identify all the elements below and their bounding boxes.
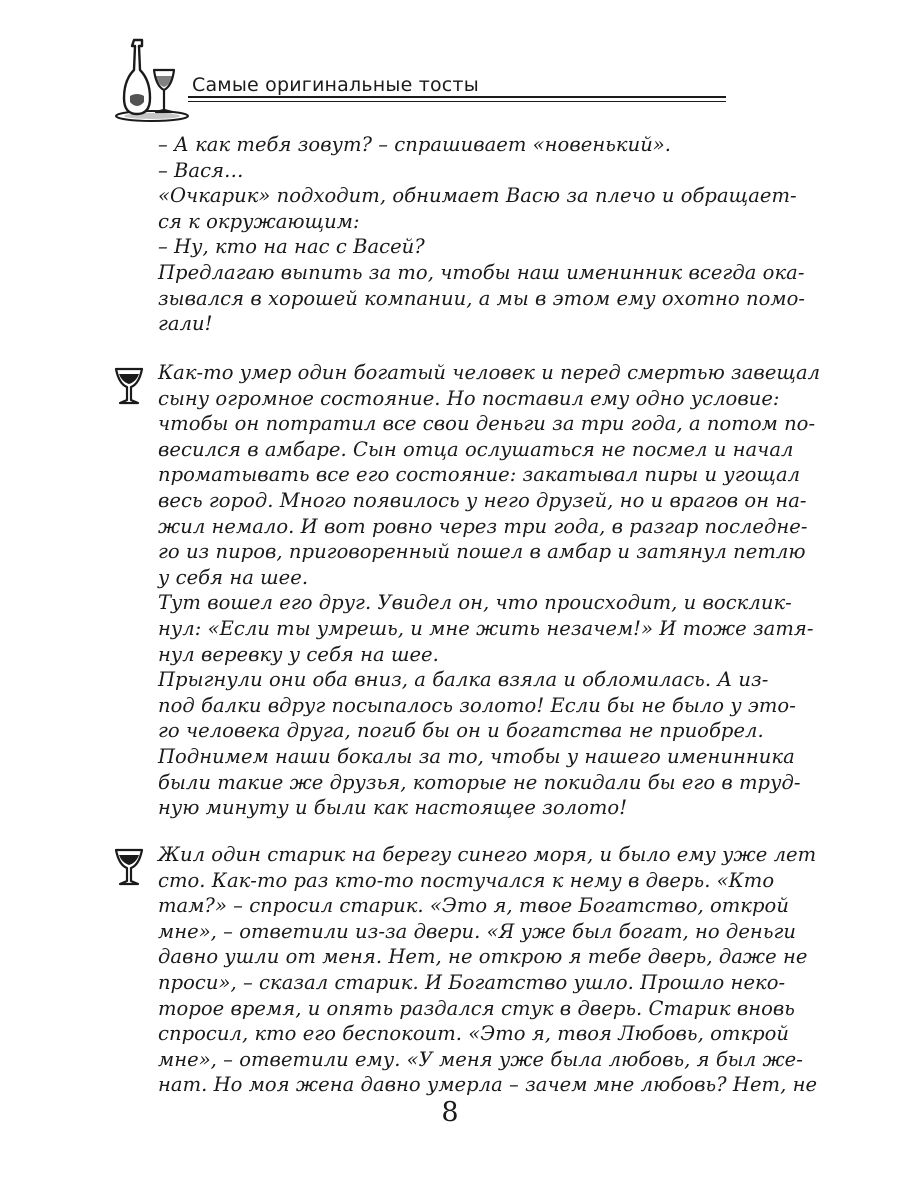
text-line: нул: «Если ты умрешь, и мне жить незачем!» И тоже затя- xyxy=(158,616,814,640)
text-line: Тут вошел его друг. Увидел он, что происходит, и восклик- xyxy=(158,591,792,615)
text-line: го из пиров, приговоренный пошел в амбар и затянул петлю xyxy=(158,540,806,564)
text-line: проматывать все его состояние: закатывал пиры и угощал xyxy=(158,463,801,487)
page-number: 8 xyxy=(441,1097,459,1128)
text-line: торое время, и опять раздался стук в дверь. Старик вновь xyxy=(158,996,795,1020)
text-line: Как-то умер один богатый человек и перед смертью завещал xyxy=(158,361,821,384)
text-line: Жил один старик на берегу синего моря, и было ему уже лет xyxy=(158,843,817,866)
text-line: нат. Но моя жена давно умерла – зачем мне любовь? Нет, не xyxy=(158,1073,818,1097)
text-line: под балки вдруг посыпалось золото! Если бы не было у это- xyxy=(158,693,796,717)
text-block-1 xyxy=(158,132,806,337)
text-line: «Очкарик» подходит, обнимает Васю за плечо и обращает- xyxy=(158,184,797,208)
page-header xyxy=(110,36,726,126)
text-line: у себя на шее. xyxy=(158,565,309,589)
text-line: зывался в хорошей компании, а мы в этом ему охотно помо- xyxy=(158,286,806,310)
text-line: мне», – ответили из-за двери. «Я уже был богат, но деньги xyxy=(158,919,797,943)
running-title: Самые оригинальные тосты xyxy=(192,74,479,96)
text-line: ся к окружающим: xyxy=(158,209,360,233)
text-line: спросил, кто его беспокоит. «Это я, твоя Любовь, открой xyxy=(158,1022,790,1046)
text-line: чтобы он потратил все свои деньги за три года, а потом по- xyxy=(158,412,816,436)
header-rule xyxy=(188,96,726,98)
bottle-and-glass-icon xyxy=(110,36,190,124)
text-line: Прыгнули они оба вниз, а балка взяла и обломилась. А из- xyxy=(158,668,769,692)
text-line: Поднимем наши бокалы за то, чтобы у нашего именинника xyxy=(158,744,795,768)
text-block-2 xyxy=(158,360,821,821)
text-line: гали! xyxy=(158,312,213,336)
text-line: сто. Как-то раз кто-то постучался к нему в дверь. «Кто xyxy=(158,868,775,892)
text-line: жил немало. И вот ровно через три года, в разгар последне- xyxy=(158,514,808,538)
text-line: – Ну, кто на нас с Васей? xyxy=(158,235,425,259)
text-line: – А как тебя зовут? – спрашивает «новенький». xyxy=(158,133,672,156)
text-line: Предлагаю выпить за то, чтобы наш именинник всегда ока- xyxy=(158,260,805,284)
text-line: проси», – сказал старик. И Богатство ушло. Прошло неко- xyxy=(158,970,786,994)
text-line: го человека друга, погиб бы он и богатства не приобрел. xyxy=(158,719,764,743)
text-block-3 xyxy=(158,842,818,1098)
header-rule-thin xyxy=(188,101,726,102)
text-line: весился в амбаре. Сын отца ослушаться не посмел и начал xyxy=(158,437,794,461)
text-line: – Вася… xyxy=(158,158,244,182)
wine-glass-icon xyxy=(113,366,145,406)
text-line: мне», – ответили ему. «У меня уже была любовь, я был же- xyxy=(158,1047,803,1071)
text-line: весь город. Много появилось у него друзей, но и врагов он на- xyxy=(158,488,807,512)
wine-glass-icon xyxy=(113,847,145,887)
text-line: были такие же друзья, которые не покидали бы его в труд- xyxy=(158,770,801,794)
text-line: ную минуту и были как настоящее золото! xyxy=(158,796,628,820)
text-line: там?» – спросил старик. «Это я, твое Богатство, открой xyxy=(158,894,789,918)
text-line: сыну огромное состояние. Но поставил ему одно условие: xyxy=(158,386,780,410)
text-line: нул веревку у себя на шее. xyxy=(158,642,439,666)
text-line: давно ушли от меня. Нет, не открою я тебе дверь, даже не xyxy=(158,945,808,969)
